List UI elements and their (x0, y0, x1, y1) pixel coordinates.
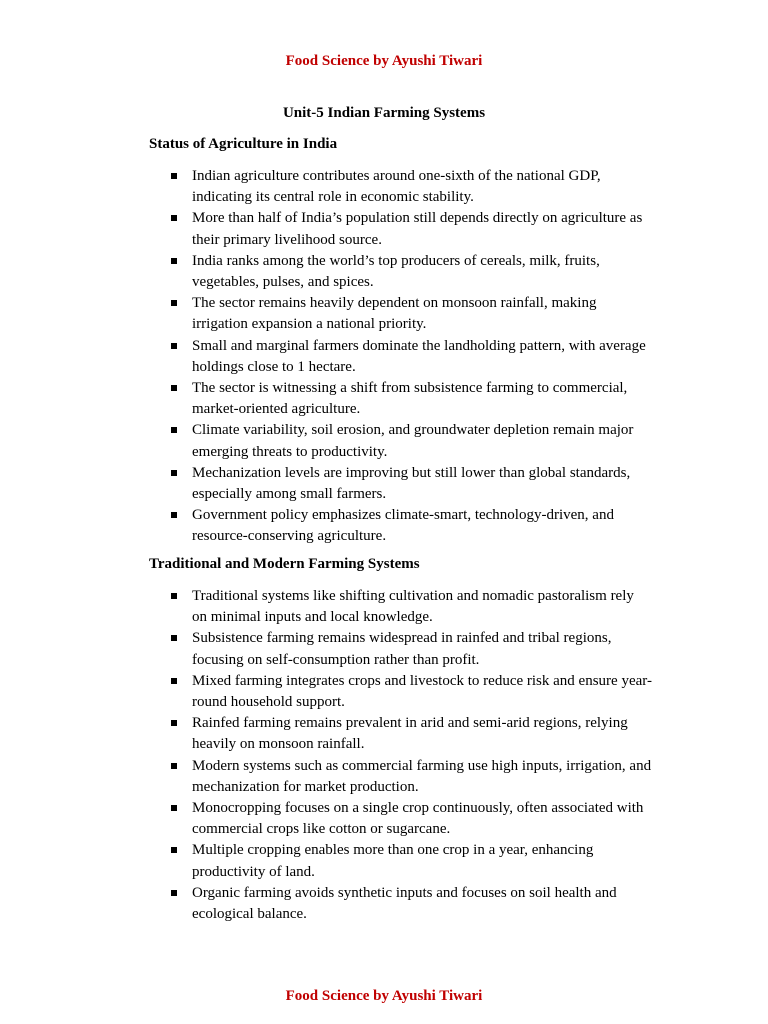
section-heading-status: Status of Agriculture in India (149, 136, 338, 152)
list-item: Rainfed farming remains prevalent in arid and semi-arid regions, relying heavily on monsoon rainfall. (0, 713, 652, 755)
square-bullet-icon (171, 343, 177, 349)
square-bullet-icon (171, 720, 177, 726)
list-item: Mechanization levels are improving but still lower than global standards, especially among small farmers. (0, 463, 652, 505)
square-bullet-icon (171, 847, 177, 853)
unit-title: Unit-5 Indian Farming Systems (282, 105, 486, 121)
list-item: The sector remains heavily dependent on monsoon rainfall, making irrigation expansion a national priority. (0, 293, 652, 335)
list-item: Indian agriculture contributes around one-sixth of the national GDP, indicating its central role in economic stability. (0, 166, 652, 208)
list-item: Organic farming avoids synthetic inputs and focuses on soil health and ecological balance. (0, 883, 652, 925)
list-item: Monocropping focuses on a single crop continuously, often associated with commercial crops like cotton or sugarcane. (0, 798, 652, 840)
list-item: More than half of India’s population still depends directly on agriculture as their primary livelihood source. (0, 208, 652, 250)
square-bullet-icon (171, 215, 177, 221)
square-bullet-icon (171, 593, 177, 599)
list-item: Modern systems such as commercial farming use high inputs, irrigation, and mechanization for market production. (0, 756, 652, 798)
square-bullet-icon (171, 635, 177, 641)
page-header: Food Science by Ayushi Tiwari (285, 53, 483, 69)
list-item: Subsistence farming remains widespread in rainfed and tribal regions, focusing on self-consumption rather than profit. (0, 628, 652, 670)
status-bullet-list (0, 166, 768, 548)
list-item: Government policy emphasizes climate-smart, technology-driven, and resource-conserving agriculture. (0, 505, 652, 547)
square-bullet-icon (171, 470, 177, 476)
square-bullet-icon (171, 258, 177, 264)
square-bullet-icon (171, 763, 177, 769)
list-item: Climate variability, soil erosion, and groundwater depletion remain major emerging threats to productivity. (0, 420, 652, 462)
list-item: Mixed farming integrates crops and livestock to reduce risk and ensure year-round household support. (0, 671, 652, 713)
list-item: India ranks among the world’s top producers of cereals, milk, fruits, vegetables, pulses, and spices. (0, 251, 652, 293)
list-item: Small and marginal farmers dominate the landholding pattern, with average holdings close to 1 hectare. (0, 336, 652, 378)
square-bullet-icon (171, 300, 177, 306)
square-bullet-icon (171, 385, 177, 391)
square-bullet-icon (171, 678, 177, 684)
square-bullet-icon (171, 427, 177, 433)
list-item: The sector is witnessing a shift from subsistence farming to commercial, market-oriented agriculture. (0, 378, 652, 420)
farming-systems-bullet-list (0, 586, 768, 925)
square-bullet-icon (171, 173, 177, 179)
square-bullet-icon (171, 512, 177, 518)
list-item: Multiple cropping enables more than one crop in a year, enhancing productivity of land. (0, 840, 652, 882)
square-bullet-icon (171, 890, 177, 896)
square-bullet-icon (171, 805, 177, 811)
section-heading-farming-systems: Traditional and Modern Farming Systems (149, 556, 420, 572)
list-item: Traditional systems like shifting cultivation and nomadic pastoralism rely on minimal inputs and local knowledge. (0, 586, 652, 628)
page-footer: Food Science by Ayushi Tiwari (285, 988, 483, 1004)
